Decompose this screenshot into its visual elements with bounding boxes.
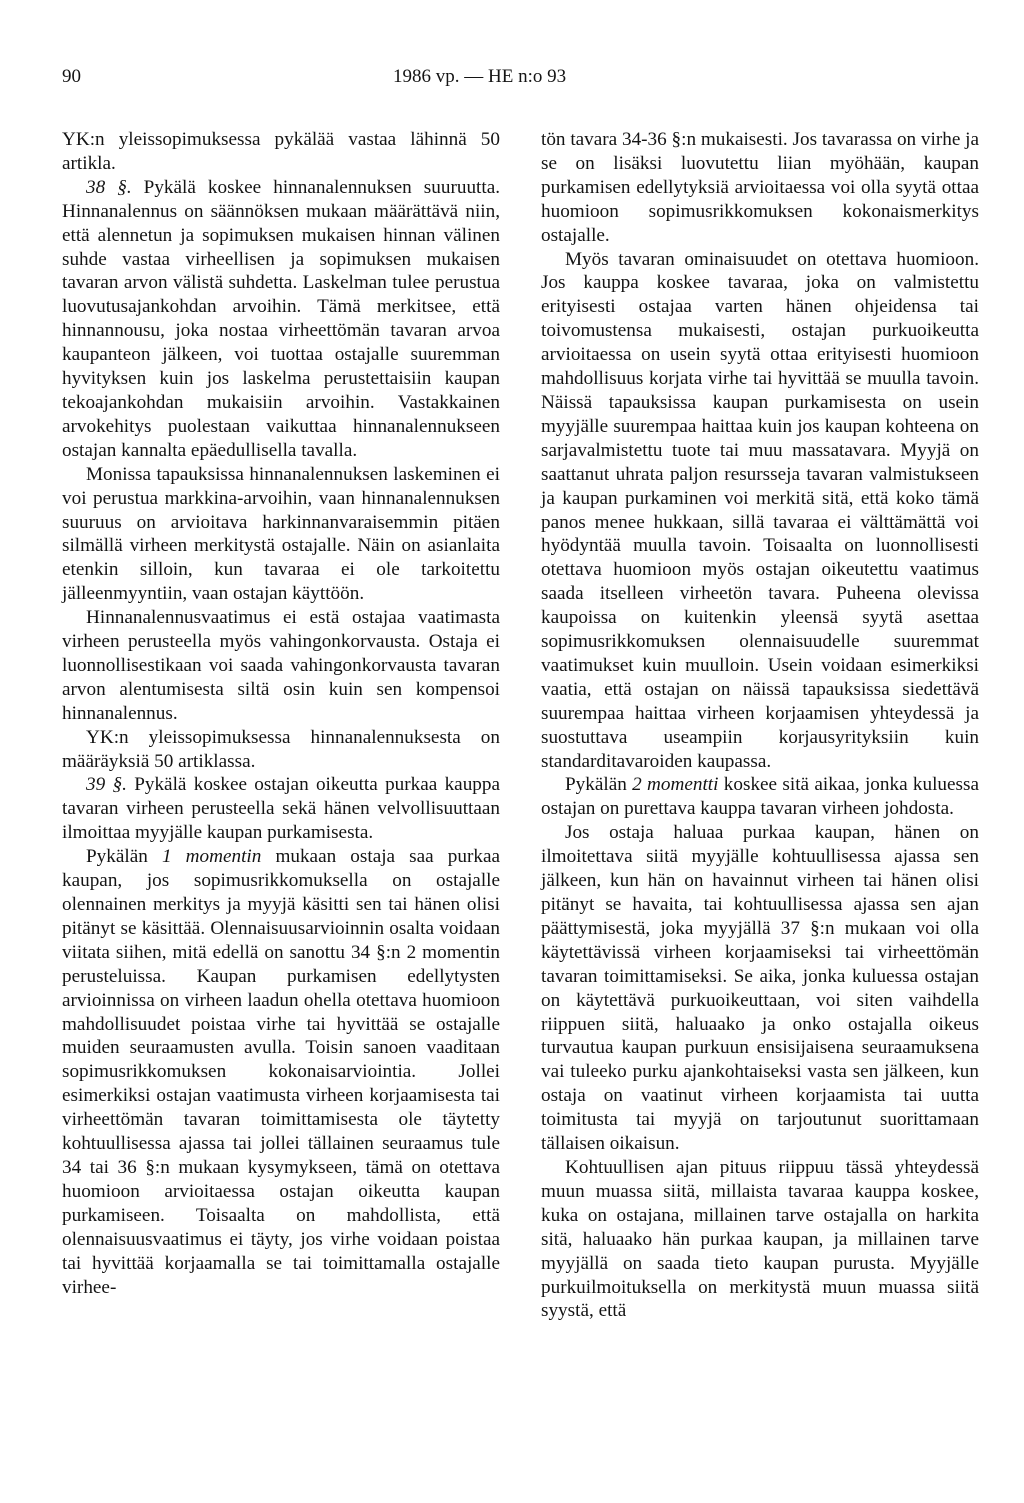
paragraph: Hinnanalennusvaatimus ei estä ostajaa vaatimasta virheen perusteella myös vahingonkorvausta. Ostaja ei luonnollisestikaan voi saada vahingonkorvausta tavaran arvon alentumisesta siltä osin kuin sen kompensoi hinnanalennus. xyxy=(62,607,500,724)
section-marker: 38 §. xyxy=(86,176,132,198)
section-marker: 39 §. xyxy=(86,774,127,796)
paragraph-text: mukaan ostaja saa purkaa kaupan, jos sopimusrikkomuksella on ostajalle olennainen merkitys ja myyjä käsitti sen tai hänen olisi pitänyt se käsittää. Olennaisuusarvioinnin osalta voidaan viitata siihen, mitä edellä on sanottu 34 §:n 2 momentin perusteluissa. Kaupan purkamisen edellytysten arvioinnissa on virheen laadun ohella otettava huomioon mahdollisuudet poistaa virhe tai hyvittää se ostajalle muiden seuraamusten avulla. Toisin sanoen vaaditaan sopimusrikkomuksen kokonaisarviointia. Jollei esimerkiksi ostajan vaatimusta virheen korjaamisesta tai virheettömän tavaran toimittamisesta ole täytetty kohtuullisessa ajassa tai jollei tällainen seuraamus tule 34 tai 36 §:n mukaan kysymykseen, tämä on otettava huomioon arvioitaessa ostajan oikeutta kaupan purkamiseen. Toisaalta on mahdollista, että olennaisuusvaatimus ei täyty, jos virhe voidaan poistaa tai hyvittää korjaamalla se tai toimittamalla ostajalle virhee- xyxy=(62,846,500,1298)
paragraph xyxy=(62,845,500,1299)
page-header xyxy=(62,66,962,96)
paragraph-text: Pykälä koskee hinnanalennuksen suuruutta. Hinnanalennus on säännöksen mukaan määrättävä niin, että alennetun ja sopimuksen mukaisen hinnan välinen suhde vastaa virheellisen ja sopimuksen mukaisen tavaran arvon välistä suhdetta. Laskelman tulee perustua luovutusajankohdan arvoihin. Tämä merkitsee, että hinnannousu, joka nostaa virheettömän tavaran arvoa kaupanteon jälkeen, voi tuottaa ostajalle suuremman hyvityksen kuin jos laskelma perustettaisiin kaupan tekoajankohdan mukaisiin arvoihin. Vastakkainen arvokehitys puolestaan vaikuttaa hinnanalennukseen ostajan kannalta epäedullisella tavalla. xyxy=(62,176,501,461)
paragraph-text: Pykälä koskee ostajan oikeutta purkaa kauppa tavaran virheen perusteella sekä hänen velvollisuuttaan ilmoittaa myyjälle kaupan purkamisesta. xyxy=(62,774,500,844)
page-number: 90 xyxy=(62,66,81,87)
paragraph: Myös tavaran ominaisuudet on otettava huomioon. Jos kauppa koskee tavaraa, joka on valmistettu erityisesti ostajaa varten hänen ohjeidensa tai toivomustensa mukaisesti, ostajan purkuoikeutta arvioitaessa on usein syytä ottaa erityisesti huomioon mahdollisuus korjata virhe tai hyvittää se muulla tavoin. Näissä tapauksissa kaupan purkamisesta on usein myyjälle suurempaa haittaa kuin jos kaupan kohteena on sarjavalmistettu tuote tai muu massatavara. Myyjä on saattanut uhrata paljon resursseja tavaran valmistukseen ja kaupan purkaminen voi merkitä sitä, että koko tämä panos menee hukkaan, sillä tavaraa ei välttämättä voi hyödyntää muulla tavoin. Toisaalta on luonnollisesti otettava huomioon myös ostajan oikeutettu vaatimus saada itselleen virheetön tavara. Puheena olevissa kaupoissa on kuitenkin yleensä syytä asettaa sopimusrikkomuksen olennaisuudelle suuremmat vaatimukset kuin muulloin. Usein voidaan esimerkiksi vaatia, että ostajan on näissä tapauksissa siedettävä suurempaa haittaa virheen korjaamisen yhteydessä ja suostuttava useampiin korjausyrityksiin kuin standarditavaroiden kaupassa. xyxy=(541,248,979,772)
paragraph xyxy=(541,773,979,821)
paragraph: YK:n yleissopimuksessa hinnanalennuksesta on määräyksiä 50 artiklassa. xyxy=(62,726,500,772)
paragraph: Jos ostaja haluaa purkaa kaupan, hänen on ilmoitettava siitä myyjälle kohtuullisessa ajassa sen jälkeen, kun hän on havainnut virheen tai hänen olisi pitänyt se havaita, tai kohtuullisessa ajassa sen ajan päättymisestä, joka myyjällä 37 §:n mukaan voi olla käytettävissä virheen korjaamiseksi tai virheettömän tavaran toimittamiseksi. Se aika, jonka kuluessa ostajan on käytettävä purkuoikeuttaan, voi siten vaihdella riippuen siitä, haluaako ja onko ostajalla oikeus turvautua kaupan purkuun ensisijaisena seuraamuksena vai tuleeko purku ajankohtaiseksi vasta sen jälkeen, kun ostaja on vaatinut virheen korjaamista tai uutta toimitusta tai myyjä on tarjoutunut suorittamaan tällaisen oikaisun. xyxy=(541,822,979,1155)
paragraph-text: koskee sitä aikaa, jonka kuluessa ostajan on purettava kauppa tavaran virheen johdosta. xyxy=(541,774,979,820)
paragraph-continued: tön tavara 34-36 §:n mukaisesti. Jos tavarassa on virhe ja se on lisäksi luovutettu liian myöhään, kaupan purkamisen edellytyksiä arvioitaessa voi olla syytä ottaa huomioon sopimusrikkomuksen kokonaismerkitys ostajalle. xyxy=(541,129,980,246)
paragraph: Monissa tapauksissa hinnanalennuksen laskeminen ei voi perustua markkina-arvoihin, vaan hinnanalennuksen suuruus on arvioitava harkinnanvaraisemmin pitäen silmällä virheen merkitystä ostajalle. Näin on asianlaita etenkin silloin, kun tavaraa ei ole tarkoitettu jälleenmyyntiin, vaan ostajan käyttöön. xyxy=(62,463,500,605)
emphasis: 1 momentin xyxy=(161,846,262,868)
paragraph: YK:n yleissopimuksessa pykälää vastaa lähinnä 50 artikla. xyxy=(62,129,500,174)
running-head: 1986 vp. — HE n:o 93 xyxy=(393,66,567,87)
paragraph: Kohtuullisen ajan pituus riippuu tässä yhteydessä muun muassa siitä, millaista tavaraa kauppa koskee, kuka on ostajana, millainen tarve ostajalla on harkita sitä, haluaako hän purkaa kaupan, ja millainen tarve myyjällä on saada tieto kaupan purusta. Myyjälle purkuilmoituksella on merkitystä muun muassa siitä syystä, että xyxy=(541,1156,979,1322)
paragraph-text: Pykälän xyxy=(565,774,633,796)
paragraph-section-38 xyxy=(62,176,500,463)
paragraph-section-39 xyxy=(62,773,500,845)
right-column xyxy=(541,128,979,1323)
left-column xyxy=(62,128,500,1299)
emphasis: 2 momentti xyxy=(632,774,719,796)
paragraph-text: Pykälän xyxy=(86,846,162,868)
